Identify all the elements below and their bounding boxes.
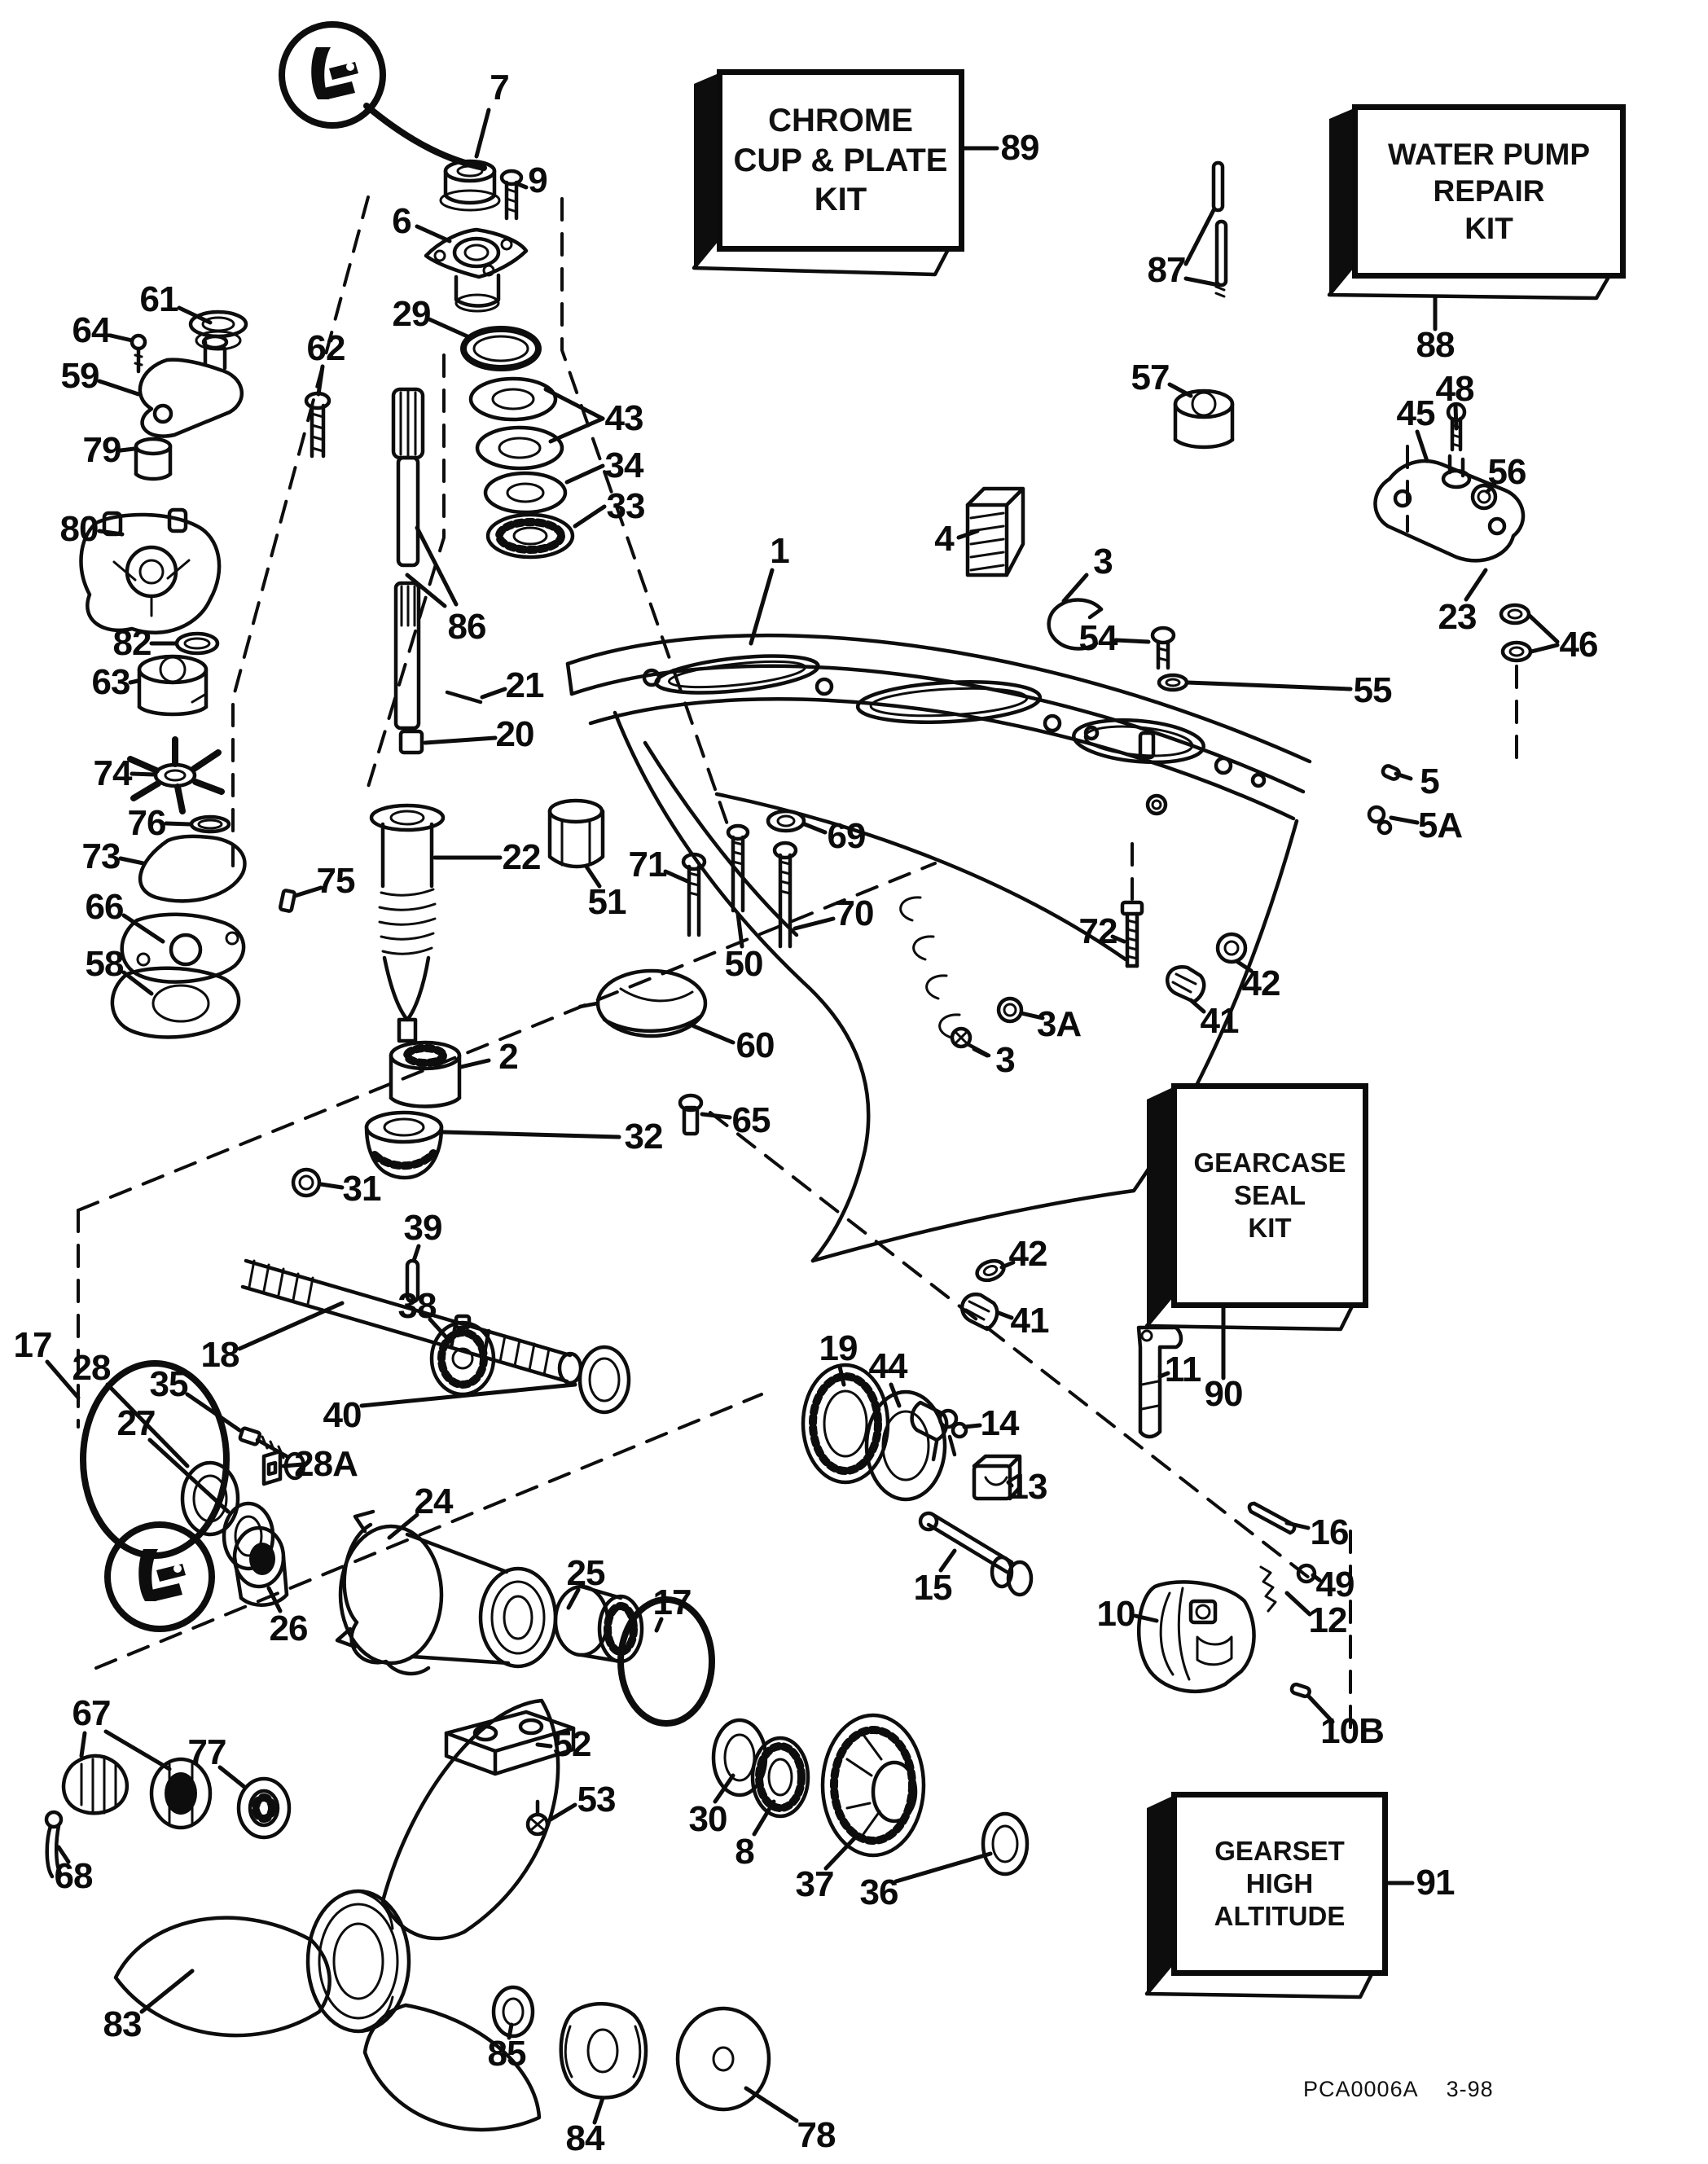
- callout-65: 65: [731, 1100, 771, 1140]
- leader-line-58: [124, 972, 151, 994]
- kit-box-line: REPAIR: [1433, 174, 1545, 208]
- callout-36: 36: [859, 1872, 898, 1912]
- kit-box-gearset-high-altitude: [1171, 1792, 1388, 1976]
- leader-line-79: [121, 449, 134, 450]
- callout-57: 57: [1131, 358, 1170, 397]
- drawing-code: [1303, 2077, 1521, 2102]
- callout-82: 82: [112, 623, 151, 663]
- leader-line-86: [417, 528, 456, 604]
- callout-77: 77: [187, 1732, 226, 1772]
- callout-41: 41: [1010, 1301, 1049, 1341]
- callout-32: 32: [624, 1117, 663, 1157]
- callout-8: 8: [735, 1832, 754, 1872]
- leader-line-31: [321, 1184, 342, 1187]
- callout-55: 55: [1353, 670, 1392, 710]
- kit-box-chrome-cup-plate: [717, 69, 964, 252]
- kit-box-gearcase-seal: [1171, 1083, 1368, 1308]
- kit-box-line: GEARCASE: [1193, 1147, 1346, 1178]
- kit-box-line: SEAL: [1233, 1179, 1306, 1210]
- callout-67: 67: [72, 1693, 111, 1733]
- drawing-code-id: PCA0006A: [1303, 2077, 1419, 2101]
- callout-86: 86: [447, 607, 486, 647]
- callout-75: 75: [316, 861, 355, 901]
- kit-box-line: HIGH: [1245, 1868, 1314, 1898]
- callout-10: 10: [1096, 1594, 1135, 1634]
- callout-46: 46: [1559, 625, 1598, 665]
- callout-14: 14: [980, 1403, 1019, 1443]
- kit-box-line: GEARSET: [1214, 1835, 1345, 1866]
- leader-line-12: [1287, 1593, 1310, 1614]
- callout-51: 51: [587, 882, 626, 922]
- leader-line-76: [166, 823, 190, 824]
- leader-line-43: [546, 389, 603, 419]
- leader-line-78: [746, 2088, 797, 2121]
- leader-line-46: [1531, 645, 1557, 652]
- callout-10B: 10B: [1320, 1711, 1384, 1751]
- leader-line-66: [124, 915, 163, 942]
- callout-89: 89: [1000, 128, 1039, 168]
- leader-line-43: [551, 419, 603, 441]
- callout-80: 80: [59, 509, 99, 549]
- callout-16: 16: [1310, 1512, 1349, 1552]
- leader-line-65: [702, 1114, 730, 1117]
- callout-87: 87: [1147, 250, 1186, 290]
- leader-line-10: [1135, 1616, 1157, 1621]
- callout-72: 72: [1078, 911, 1117, 951]
- leader-line-52: [538, 1745, 551, 1746]
- leader-line-27: [150, 1440, 228, 1512]
- callout-41: 41: [1200, 1001, 1239, 1041]
- kit-box-line: ALTITUDE: [1214, 1901, 1346, 1932]
- leader-line-8: [754, 1802, 774, 1834]
- callout-12: 12: [1308, 1600, 1347, 1640]
- leader-line-3: [974, 1049, 987, 1056]
- callout-79: 79: [82, 430, 121, 470]
- leader-line-53: [551, 1805, 575, 1819]
- callout-37: 37: [795, 1864, 834, 1904]
- drawing-code-rev: 3-98: [1446, 2077, 1494, 2101]
- callout-3A: 3A: [1036, 1004, 1082, 1044]
- leader-line-46: [1530, 616, 1557, 642]
- callout-90: 90: [1204, 1374, 1243, 1414]
- callout-54: 54: [1078, 618, 1117, 658]
- leader-line-34: [567, 466, 603, 482]
- callout-34: 34: [604, 446, 643, 485]
- leader-line-61: [179, 308, 210, 323]
- leader-line-55: [1188, 683, 1350, 689]
- leader-line-19: [840, 1367, 844, 1385]
- callout-7: 7: [490, 68, 509, 108]
- leader-line-35: [187, 1394, 239, 1430]
- callout-64: 64: [72, 310, 111, 350]
- callout-15: 15: [913, 1568, 952, 1608]
- callout-24: 24: [414, 1481, 453, 1521]
- callout-42: 42: [1008, 1234, 1047, 1274]
- callout-30: 30: [688, 1799, 727, 1839]
- callout-59: 59: [60, 356, 99, 396]
- callout-62: 62: [306, 328, 345, 368]
- leader-line-9: [518, 184, 526, 187]
- leader-line-30: [715, 1776, 733, 1802]
- leader-line-45: [1417, 432, 1427, 461]
- callout-3: 3: [995, 1040, 1015, 1080]
- leader-line-40: [362, 1385, 575, 1406]
- callout-76: 76: [127, 803, 166, 843]
- callout-5: 5: [1420, 762, 1439, 801]
- callout-83: 83: [103, 2004, 142, 2044]
- callout-4: 4: [934, 519, 954, 559]
- callout-61: 61: [139, 279, 178, 319]
- leader-line-14: [964, 1425, 980, 1427]
- leader-line-44: [891, 1385, 899, 1406]
- callout-73: 73: [81, 836, 121, 876]
- callout-42: 42: [1241, 963, 1280, 1003]
- callout-23: 23: [1438, 597, 1477, 637]
- leader-line-73: [121, 858, 143, 863]
- callout-28A: 28A: [294, 1444, 358, 1484]
- callout-17: 17: [13, 1325, 52, 1365]
- kit-box-water-pump-repair: [1352, 104, 1626, 279]
- leader-line-4: [959, 531, 977, 538]
- leader-line-33: [575, 507, 604, 526]
- leader-line-86: [407, 575, 445, 606]
- callout-68: 68: [54, 1856, 93, 1896]
- kit-box-line: KIT: [1464, 211, 1513, 245]
- callout-45: 45: [1396, 393, 1435, 433]
- callout-58: 58: [85, 944, 124, 984]
- callout-21: 21: [505, 665, 544, 705]
- leader-line-2: [461, 1060, 489, 1067]
- kit-box-line: CUP & PLATE: [733, 142, 948, 178]
- leader-line-54: [1116, 640, 1148, 642]
- callout-2: 2: [498, 1037, 518, 1077]
- callout-85: 85: [487, 2034, 526, 2074]
- kit-box-line: CHROME: [768, 102, 913, 138]
- callout-13: 13: [1008, 1467, 1047, 1507]
- leader-line-6: [417, 226, 450, 241]
- leader-line-63: [130, 681, 138, 683]
- callout-3: 3: [1093, 542, 1113, 582]
- leader-line-60: [694, 1026, 733, 1042]
- callout-20: 20: [495, 714, 534, 754]
- callout-66: 66: [85, 887, 124, 927]
- leader-line-67: [106, 1732, 169, 1769]
- kit-box-line: WATER PUMP: [1387, 138, 1591, 172]
- callout-5A: 5A: [1417, 805, 1463, 845]
- leader-line-59: [99, 381, 138, 394]
- callout-88: 88: [1416, 325, 1455, 365]
- callout-40: 40: [323, 1395, 362, 1435]
- leader-line-7: [476, 110, 489, 156]
- leader-line-74: [132, 774, 154, 775]
- callout-18: 18: [200, 1335, 239, 1375]
- leader-line-20: [425, 738, 495, 743]
- callout-9: 9: [528, 160, 547, 200]
- callout-39: 39: [403, 1208, 442, 1248]
- leader-line-83: [142, 1971, 192, 2012]
- leader-line-71: [665, 871, 687, 881]
- leader-line-57: [1170, 384, 1191, 396]
- leader-line-62: [318, 367, 323, 394]
- callout-52: 52: [552, 1724, 591, 1764]
- leader-line-16: [1287, 1523, 1308, 1528]
- leader-line-18: [239, 1303, 342, 1349]
- kit-box-line: KIT: [814, 182, 867, 218]
- leader-line-32: [443, 1132, 619, 1137]
- callout-28: 28: [72, 1348, 111, 1388]
- callout-60: 60: [735, 1025, 775, 1065]
- leader-line-36: [896, 1854, 990, 1881]
- callout-74: 74: [93, 753, 132, 793]
- callout-71: 71: [628, 845, 667, 884]
- callout-38: 38: [397, 1286, 437, 1326]
- callout-56: 56: [1487, 452, 1526, 492]
- callout-53: 53: [577, 1780, 616, 1819]
- leader-line-24: [389, 1515, 417, 1538]
- leader-line-87: [1186, 279, 1218, 285]
- kit-box-line: KIT: [1248, 1213, 1292, 1244]
- leader-line-87: [1186, 210, 1214, 264]
- callout-48: 48: [1435, 369, 1474, 409]
- leader-line-67: [81, 1733, 85, 1756]
- callout-50: 50: [724, 944, 763, 984]
- callout-17: 17: [652, 1582, 692, 1622]
- callout-43: 43: [604, 398, 643, 438]
- leader-line-26: [269, 1588, 280, 1611]
- callout-29: 29: [392, 294, 431, 334]
- callout-31: 31: [342, 1169, 381, 1209]
- leader-line-23: [1466, 570, 1486, 599]
- callout-19: 19: [819, 1328, 858, 1368]
- callout-78: 78: [797, 2115, 836, 2155]
- leader-line-64: [111, 336, 132, 340]
- callout-6: 6: [392, 201, 411, 241]
- callout-69: 69: [827, 816, 866, 856]
- callout-33: 33: [606, 486, 645, 526]
- leader-line-50: [738, 914, 742, 946]
- callout-27: 27: [116, 1403, 156, 1443]
- leader-line-69: [805, 824, 825, 832]
- callout-91: 91: [1416, 1863, 1455, 1903]
- leader-line-80: [99, 531, 122, 534]
- leader-line-70: [795, 919, 833, 928]
- leader-line-3: [1064, 575, 1087, 601]
- callout-22: 22: [502, 837, 541, 877]
- leader-line-5A: [1391, 818, 1417, 823]
- callout-1: 1: [770, 531, 789, 571]
- leader-line-29: [429, 319, 469, 337]
- leader-line-37: [826, 1836, 857, 1868]
- callout-84: 84: [565, 2118, 604, 2158]
- callout-25: 25: [566, 1553, 605, 1593]
- callout-11: 11: [1164, 1350, 1201, 1389]
- leader-line-21: [482, 689, 505, 697]
- leader-line-1: [751, 570, 772, 643]
- callout-63: 63: [91, 662, 130, 702]
- callout-44: 44: [868, 1346, 907, 1386]
- callout-26: 26: [269, 1609, 308, 1648]
- callout-49: 49: [1315, 1565, 1355, 1604]
- callout-35: 35: [149, 1364, 188, 1404]
- leader-line-5: [1396, 774, 1411, 779]
- callout-70: 70: [835, 893, 874, 933]
